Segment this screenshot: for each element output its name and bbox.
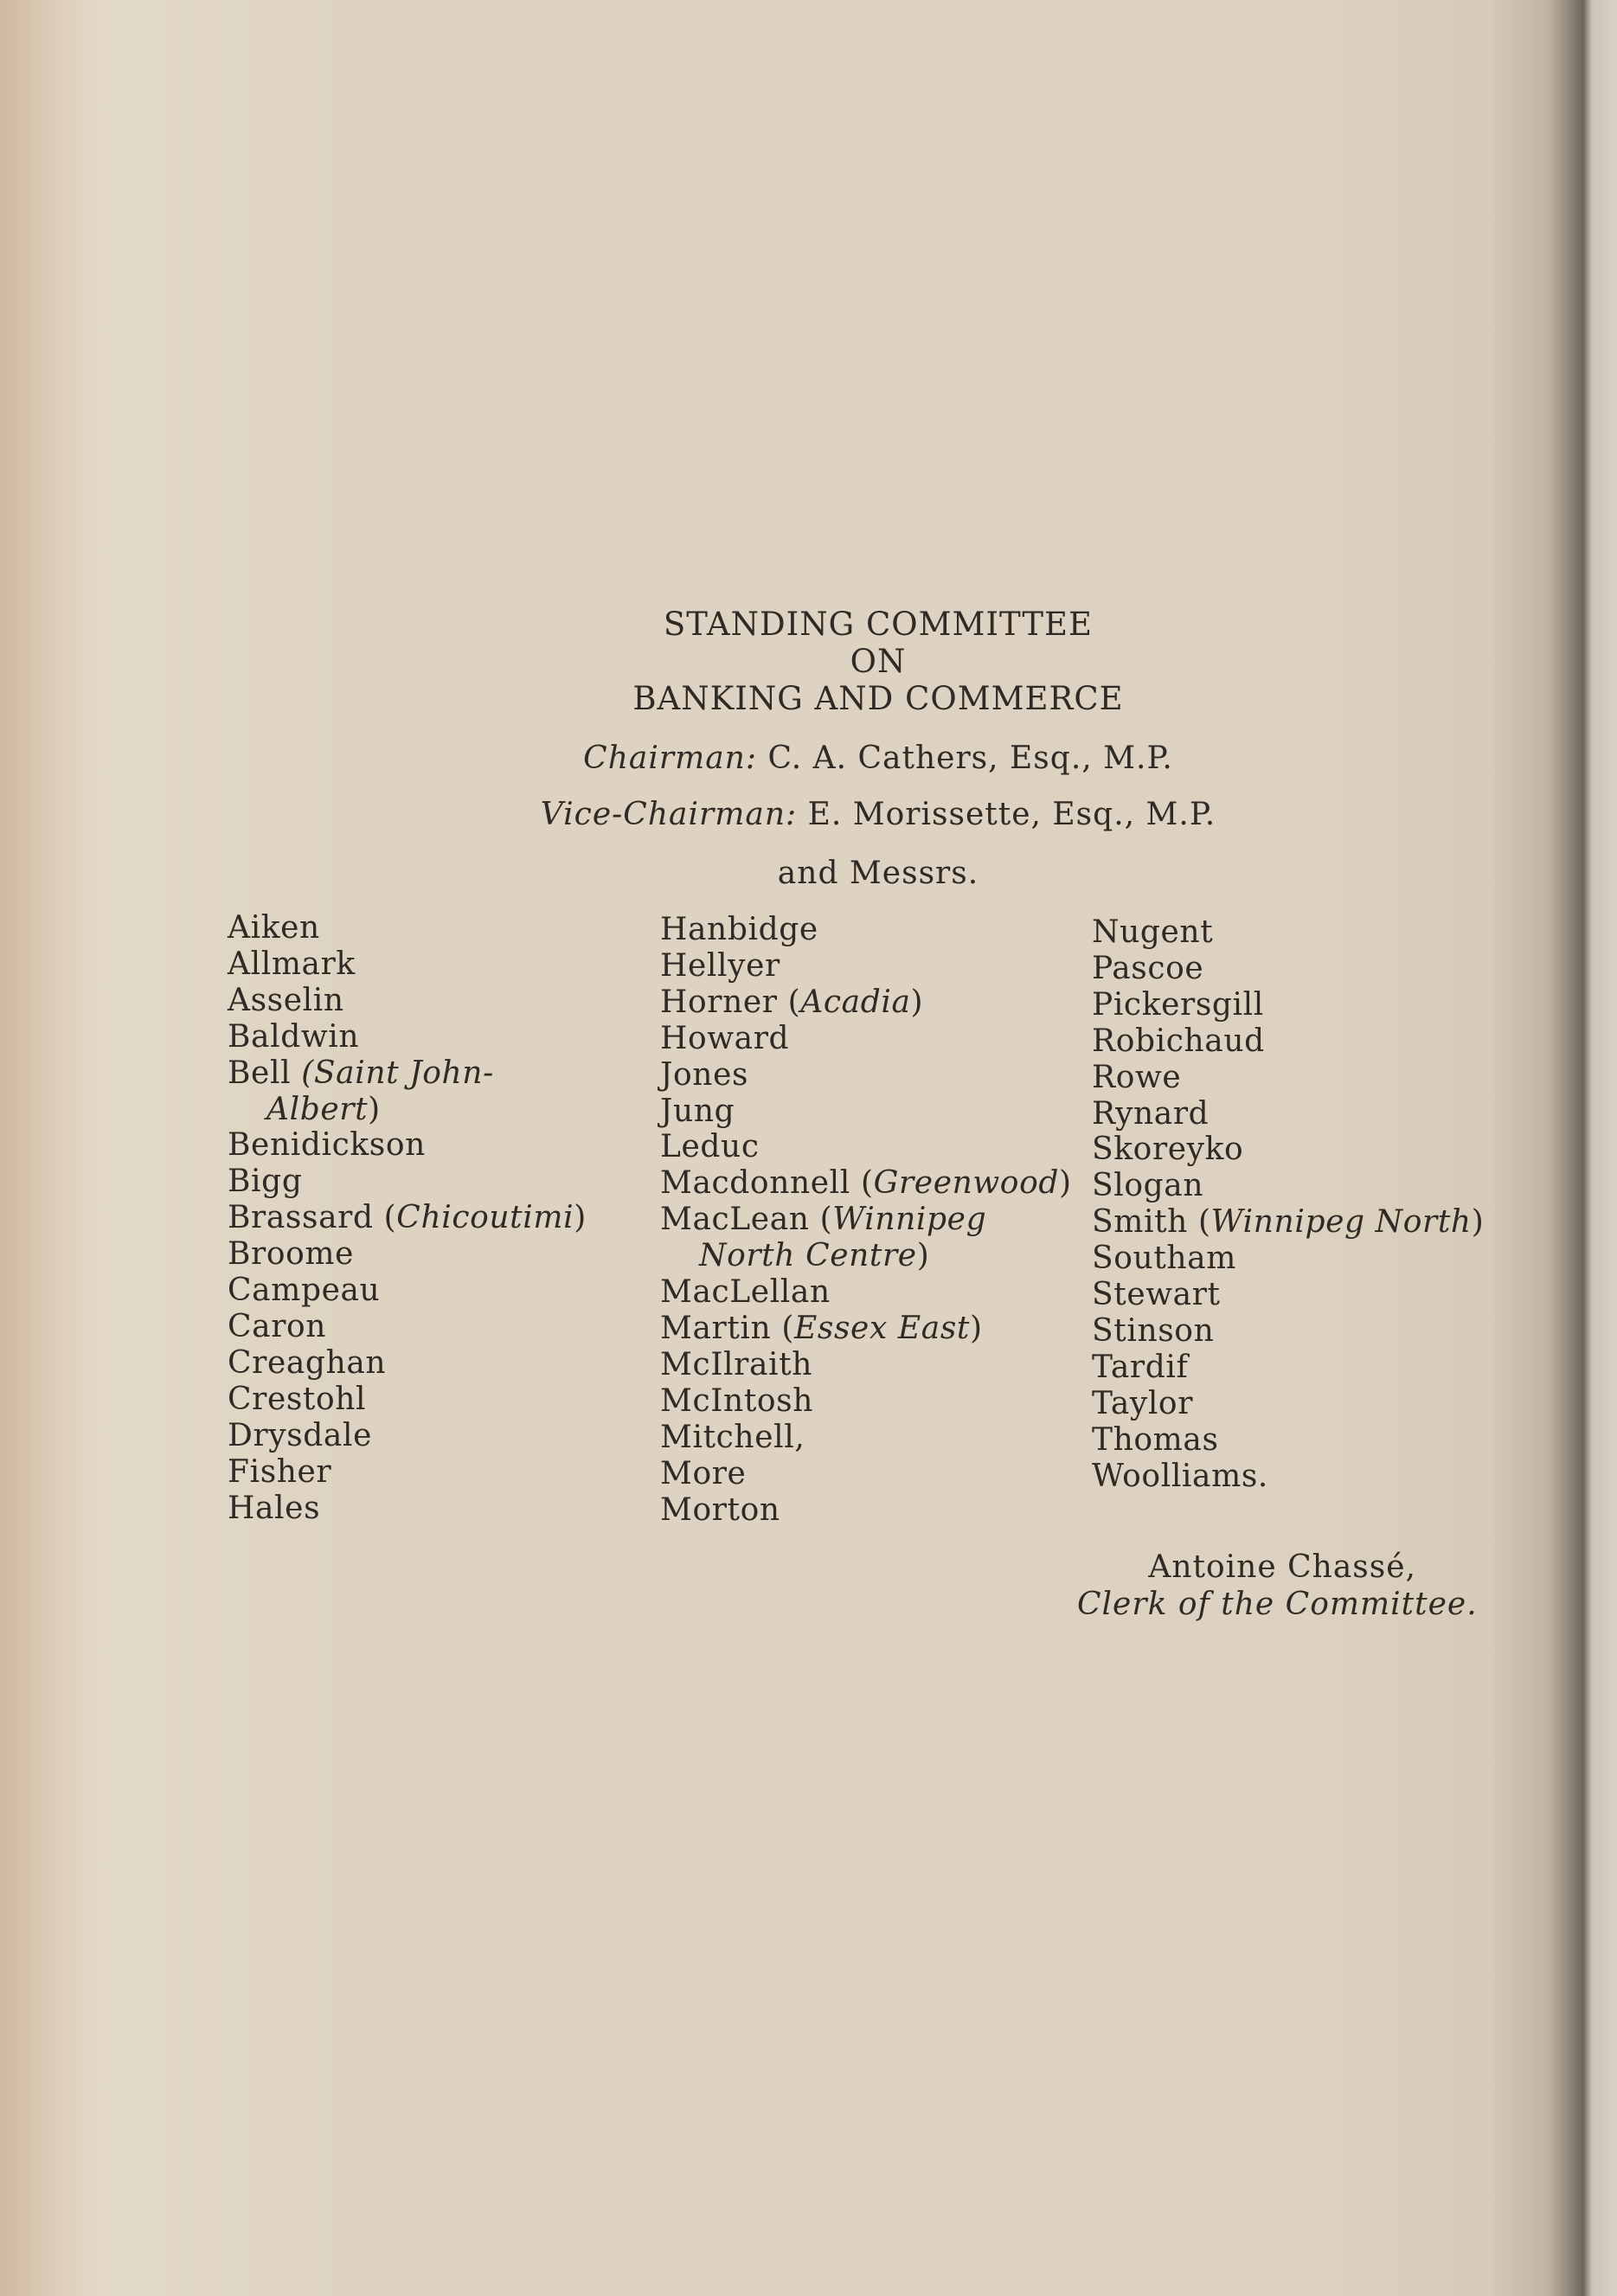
member-riding: (Saint John- (301, 1055, 494, 1091)
member-entry: Martin (Essex East) (660, 1310, 983, 1346)
committee-heading (0, 606, 1617, 717)
member-name: Howard (660, 1020, 790, 1056)
member-name: Stewart (1092, 1277, 1221, 1313)
clerk-signature (1077, 1549, 1478, 1623)
member-name: Macdonnell (660, 1165, 850, 1202)
member-riding: Albert (266, 1091, 369, 1127)
member-name: McIlraith (660, 1346, 812, 1382)
member-name: Morton (660, 1491, 780, 1528)
member-name: Robichaud (1092, 1023, 1265, 1059)
vice-chairman-role: Vice-Chairman: (540, 797, 798, 832)
member-name: Hales (228, 1490, 321, 1526)
member-name: Aiken (228, 910, 320, 946)
member-riding: Chicoutimi (396, 1200, 574, 1236)
and-messrs: and Messrs. (777, 856, 979, 891)
member-entry: MacLean (Winnipeg (660, 1202, 987, 1238)
member-name: Drysdale (228, 1417, 373, 1453)
member-name: Mitchell, (660, 1419, 805, 1455)
chairman-role: Chairman: (583, 741, 757, 776)
member-entry (228, 1055, 587, 1092)
member-name: Brassard (228, 1200, 374, 1236)
member-riding-continued: Albert) (266, 1091, 381, 1127)
member-entry: Smith (Winnipeg North) (1092, 1204, 1485, 1241)
member-riding: Winnipeg North (1210, 1204, 1472, 1241)
member-name: MacLellan (660, 1274, 831, 1311)
member-name: Rowe (1092, 1059, 1182, 1095)
member-name: Slogan (1092, 1168, 1204, 1204)
chairman-name: C. A. Cathers, Esq., M.P. (767, 741, 1173, 776)
clerk-title: Clerk of the Committee. (1077, 1587, 1478, 1622)
member-name: Benidickson (228, 1127, 426, 1164)
member-name: McIntosh (660, 1382, 814, 1419)
members-column-1 (228, 910, 587, 1526)
member-name: Crestohl (228, 1381, 367, 1417)
heading-line-2: ON (850, 643, 907, 680)
member-entry: Horner (Acadia) (660, 984, 924, 1020)
member-name: Campeau (228, 1273, 381, 1309)
members-column-2 (660, 912, 1072, 1528)
member-name: Bell (228, 1055, 292, 1091)
member-riding: Acadia (800, 984, 911, 1020)
chairman-line (0, 740, 1617, 778)
member-name: Caron (228, 1308, 327, 1344)
member-name: Fisher (228, 1453, 332, 1490)
member-name: Stinson (1092, 1312, 1215, 1349)
member-name: Leduc (660, 1129, 760, 1165)
member-name: Horner (660, 984, 778, 1020)
member-name: MacLean (660, 1202, 810, 1238)
member-name: More (660, 1455, 747, 1491)
member-entry: Brassard (Chicoutimi) (228, 1200, 587, 1236)
member-name: Jones (660, 1056, 749, 1093)
member-name: Allmark (228, 946, 356, 982)
member-name: Baldwin (228, 1018, 360, 1055)
heading-line-1: STANDING COMMITTEE (663, 606, 1094, 643)
member-name: Tardif (1092, 1349, 1189, 1385)
member-name: Jung (660, 1093, 735, 1129)
member-entry: Macdonnell (Greenwood) (660, 1165, 1072, 1202)
member-name: Pickersgill (1092, 986, 1264, 1023)
member-name: Woolliams. (1092, 1458, 1268, 1494)
member-name: Smith (1092, 1204, 1188, 1241)
vice-chairman-line (0, 796, 1617, 834)
member-riding: Essex East (794, 1310, 970, 1346)
members-column-3 (1092, 914, 1484, 1495)
clerk-name: Antoine Chassé, (1148, 1549, 1416, 1585)
member-name: Asselin (228, 982, 344, 1018)
member-name: Southam (1092, 1241, 1236, 1277)
member-riding: Winnipeg (832, 1202, 987, 1238)
member-name: Hellyer (660, 947, 780, 984)
member-riding: Greenwood (873, 1165, 1059, 1202)
member-name: Skoreyko (1092, 1132, 1244, 1168)
member-name: Taylor (1092, 1385, 1194, 1421)
heading-line-3: BANKING AND COMMERCE (632, 680, 1124, 717)
member-name: Rynard (1092, 1095, 1210, 1132)
vice-chairman-name: E. Morissette, Esq., M.P. (807, 797, 1216, 832)
member-name: Broome (228, 1236, 355, 1273)
member-riding: North Centre (699, 1238, 917, 1274)
member-name: Bigg (228, 1164, 303, 1200)
member-name: Thomas (1092, 1421, 1219, 1458)
member-name: Nugent (1092, 914, 1214, 950)
member-name: Creaghan (228, 1344, 387, 1381)
member-name: Hanbidge (660, 912, 818, 947)
member-name: Martin (660, 1310, 772, 1346)
member-riding-continued: North Centre) (699, 1238, 930, 1274)
member-name: Pascoe (1092, 950, 1204, 986)
